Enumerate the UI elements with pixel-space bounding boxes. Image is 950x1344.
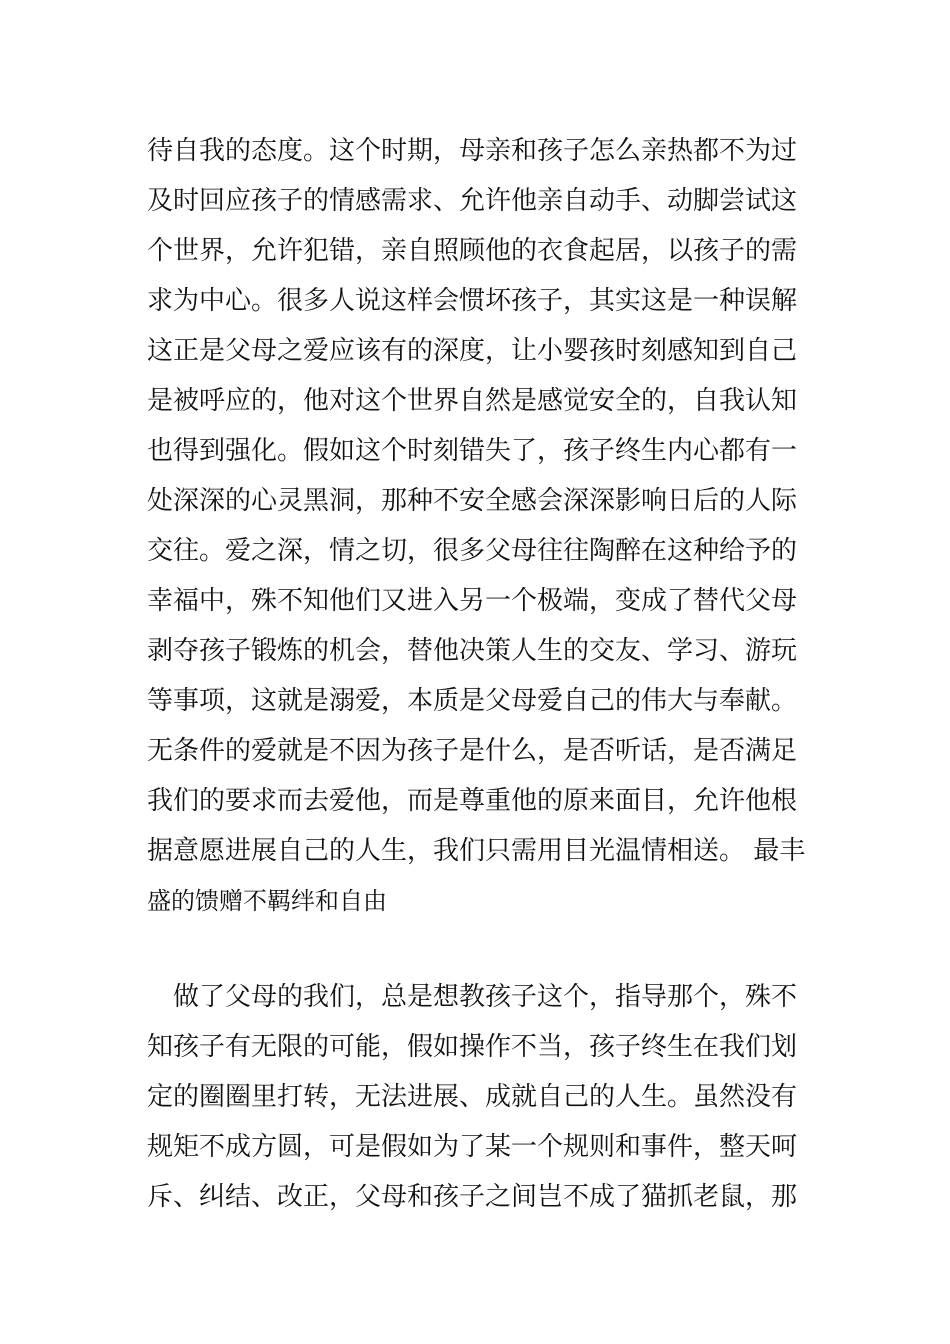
text-line: 做了父母的我们，总是想教孩子这个，指导那个，殊不 [147, 982, 798, 1012]
text-line: 知孩子有无限的可能，假如操作不当，孩子终生在我们划 [147, 1032, 798, 1062]
text-line: 定的圈圈里打转，无法进展、成就自己的人生。虽然没有 [147, 1082, 798, 1112]
text-line: 这正是父母之爱应该有的深度，让小婴孩时刻感知到自己 [147, 336, 798, 366]
text-line: 及时回应孩子的情感需求、允许他亲自动手、动脚尝试这 [147, 186, 798, 216]
text-line: 幸福中，殊不知他们又进入另一个极端，变成了替代父母 [147, 586, 798, 616]
text-line: 也得到强化。假如这个时刻错失了，孩子终生内心都有一 [147, 436, 798, 466]
text-line: 我们的要求而去爱他，而是尊重他的原来面目，允许他根 [147, 786, 798, 816]
text-line: 斥、纠结、改正，父母和孩子之间岂不成了猫抓老鼠，那 [147, 1182, 798, 1212]
paragraph-1 [147, 126, 807, 926]
text-line: 是被呼应的，他对这个世界自然是感觉安全的，自我认知 [147, 386, 798, 416]
text-line: 剥夺孩子锻炼的机会，替他决策人生的交友、学习、游玩 [147, 636, 798, 666]
text-line: 盛的馈赠不羁绊和自由 [147, 887, 387, 915]
text-line: 无条件的爱就是不因为孩子是什么，是否听话，是否满足 [147, 736, 798, 766]
text-line: 求为中心。很多人说这样会惯坏孩子，其实这是一种误解 [147, 286, 798, 316]
text-line: 交往。爱之深，情之切，很多父母往往陶醉在这种给予的 [147, 536, 798, 566]
text-line: 个世界，允许犯错，亲自照顾他的衣食起居，以孩子的需 [147, 236, 798, 266]
text-line: 处深深的心灵黑洞，那种不安全感会深深影响日后的人际 [147, 486, 798, 516]
text-line: 待自我的态度。这个时期，母亲和孩子怎么亲热都不为过 [147, 136, 798, 166]
paragraph-2 [147, 972, 807, 1222]
text-line: 规矩不成方圆，可是假如为了某一个规则和事件，整天呵 [147, 1132, 798, 1162]
text-line: 据意愿进展自己的人生，我们只需用目光温情相送。 最丰 [147, 836, 806, 866]
text-line: 等事项，这就是溺爱，本质是父母爱自己的伟大与奉献。 [147, 686, 798, 716]
